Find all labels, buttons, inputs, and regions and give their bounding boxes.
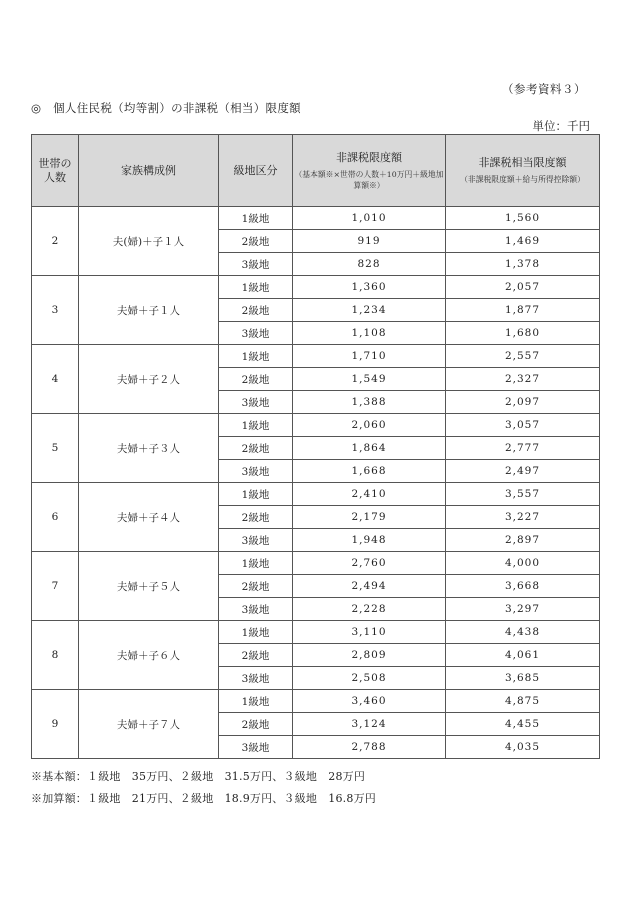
family-composition-cell: 夫婦＋子４人 <box>79 483 219 552</box>
area-level-cell: 2級地 <box>219 713 293 736</box>
tax-limit-table <box>31 134 600 759</box>
equiv-limit-cell: 2,497 <box>446 460 600 483</box>
tax-limit-cell: 1,668 <box>293 460 446 483</box>
equiv-limit-cell: 1,680 <box>446 322 600 345</box>
equiv-limit-cell: 4,035 <box>446 736 600 759</box>
tax-limit-cell: 1,388 <box>293 391 446 414</box>
tax-limit-cell: 3,460 <box>293 690 446 713</box>
equiv-limit-cell: 3,668 <box>446 575 600 598</box>
table-row <box>32 552 600 575</box>
tax-limit-cell: 1,108 <box>293 322 446 345</box>
equiv-limit-cell: 1,469 <box>446 230 600 253</box>
tax-limit-cell: 1,360 <box>293 276 446 299</box>
tax-limit-cell: 2,760 <box>293 552 446 575</box>
table-row <box>32 621 600 644</box>
area-level-cell: 2級地 <box>219 437 293 460</box>
equiv-limit-cell: 3,227 <box>446 506 600 529</box>
equiv-limit-cell: 1,378 <box>446 253 600 276</box>
footnotes <box>31 766 376 810</box>
household-size-cell: 2 <box>32 207 79 276</box>
area-level-cell: 2級地 <box>219 506 293 529</box>
tax-limit-cell: 2,508 <box>293 667 446 690</box>
family-composition-cell: 夫(婦)＋子１人 <box>79 207 219 276</box>
equiv-limit-cell: 4,875 <box>446 690 600 713</box>
tax-limit-cell: 2,410 <box>293 483 446 506</box>
unit-label: 単位：千円 <box>532 119 590 133</box>
area-level-cell: 2級地 <box>219 299 293 322</box>
area-level-cell: 1級地 <box>219 207 293 230</box>
tax-limit-cell: 2,228 <box>293 598 446 621</box>
area-level-cell: 1級地 <box>219 483 293 506</box>
tax-limit-cell: 919 <box>293 230 446 253</box>
equiv-limit-cell: 1,560 <box>446 207 600 230</box>
household-size-cell: 5 <box>32 414 79 483</box>
equiv-limit-cell: 1,877 <box>446 299 600 322</box>
equiv-limit-cell: 4,455 <box>446 713 600 736</box>
equiv-limit-cell: 2,897 <box>446 529 600 552</box>
table-body <box>32 207 600 759</box>
equiv-limit-cell: 3,557 <box>446 483 600 506</box>
tax-limit-cell: 828 <box>293 253 446 276</box>
family-composition-cell: 夫婦＋子３人 <box>79 414 219 483</box>
area-level-cell: 1級地 <box>219 690 293 713</box>
family-composition-cell: 夫婦＋子６人 <box>79 621 219 690</box>
header-family: 家族構成例 <box>79 135 219 207</box>
header-limit-note: （基本額※×世帯の人数＋10万円＋級地加算額※） <box>294 169 444 190</box>
area-level-cell: 3級地 <box>219 460 293 483</box>
tax-limit-cell: 2,060 <box>293 414 446 437</box>
equiv-limit-cell: 2,777 <box>446 437 600 460</box>
household-size-cell: 6 <box>32 483 79 552</box>
area-level-cell: 3級地 <box>219 391 293 414</box>
household-size-cell: 4 <box>32 345 79 414</box>
area-level-cell: 1級地 <box>219 414 293 437</box>
equiv-limit-cell: 2,057 <box>446 276 600 299</box>
tax-limit-cell: 1,948 <box>293 529 446 552</box>
header-limit <box>293 135 446 207</box>
table-row <box>32 414 600 437</box>
area-level-cell: 3級地 <box>219 667 293 690</box>
area-level-cell: 1級地 <box>219 621 293 644</box>
table-row <box>32 345 600 368</box>
header-equiv <box>446 135 600 207</box>
equiv-limit-cell: 3,685 <box>446 667 600 690</box>
area-level-cell: 2級地 <box>219 575 293 598</box>
reference-label: （参考資料３） <box>502 82 586 96</box>
table-row <box>32 483 600 506</box>
header-area: 級地区分 <box>219 135 293 207</box>
tax-limit-cell: 1,010 <box>293 207 446 230</box>
equiv-limit-cell: 2,327 <box>446 368 600 391</box>
household-size-cell: 7 <box>32 552 79 621</box>
table-row <box>32 207 600 230</box>
area-level-cell: 1級地 <box>219 345 293 368</box>
household-size-cell: 3 <box>32 276 79 345</box>
tax-limit-cell: 2,809 <box>293 644 446 667</box>
area-level-cell: 3級地 <box>219 736 293 759</box>
header-household-size: 世帯の人数 <box>32 135 79 207</box>
equiv-limit-cell: 4,438 <box>446 621 600 644</box>
header-equiv-note: （非課税限度額＋給与所得控除額） <box>460 175 585 184</box>
family-composition-cell: 夫婦＋子２人 <box>79 345 219 414</box>
area-level-cell: 3級地 <box>219 253 293 276</box>
area-level-cell: 1級地 <box>219 552 293 575</box>
table-row <box>32 690 600 713</box>
area-level-cell: 2級地 <box>219 368 293 391</box>
footnote-base-amount: ※基本額：１級地 35万円、２級地 31.5万円、３級地 28万円 <box>31 770 366 783</box>
table-header-row <box>32 135 600 207</box>
family-composition-cell: 夫婦＋子１人 <box>79 276 219 345</box>
tax-limit-cell: 2,179 <box>293 506 446 529</box>
household-size-cell: 9 <box>32 690 79 759</box>
equiv-limit-cell: 4,000 <box>446 552 600 575</box>
equiv-limit-cell: 2,097 <box>446 391 600 414</box>
equiv-limit-cell: 3,057 <box>446 414 600 437</box>
family-composition-cell: 夫婦＋子７人 <box>79 690 219 759</box>
tax-limit-cell: 2,494 <box>293 575 446 598</box>
tax-limit-cell: 3,124 <box>293 713 446 736</box>
area-level-cell: 3級地 <box>219 529 293 552</box>
area-level-cell: 2級地 <box>219 230 293 253</box>
tax-limit-cell: 3,110 <box>293 621 446 644</box>
tax-limit-cell: 2,788 <box>293 736 446 759</box>
header-equiv-title: 非課税相当限度額 <box>478 156 567 169</box>
page-title: ◎ 個人住民税（均等割）の非課税（相当）限度額 <box>31 101 301 115</box>
tax-limit-cell: 1,549 <box>293 368 446 391</box>
area-level-cell: 2級地 <box>219 644 293 667</box>
area-level-cell: 3級地 <box>219 598 293 621</box>
household-size-cell: 8 <box>32 621 79 690</box>
equiv-limit-cell: 2,557 <box>446 345 600 368</box>
table-row <box>32 276 600 299</box>
equiv-limit-cell: 4,061 <box>446 644 600 667</box>
area-level-cell: 3級地 <box>219 322 293 345</box>
footnote-addition-amount: ※加算額：１級地 21万円、２級地 18.9万円、３級地 16.8万円 <box>31 792 376 805</box>
family-composition-cell: 夫婦＋子５人 <box>79 552 219 621</box>
header-limit-title: 非課税限度額 <box>336 150 402 164</box>
tax-limit-cell: 1,234 <box>293 299 446 322</box>
tax-limit-cell: 1,864 <box>293 437 446 460</box>
equiv-limit-cell: 3,297 <box>446 598 600 621</box>
area-level-cell: 1級地 <box>219 276 293 299</box>
tax-limit-cell: 1,710 <box>293 345 446 368</box>
